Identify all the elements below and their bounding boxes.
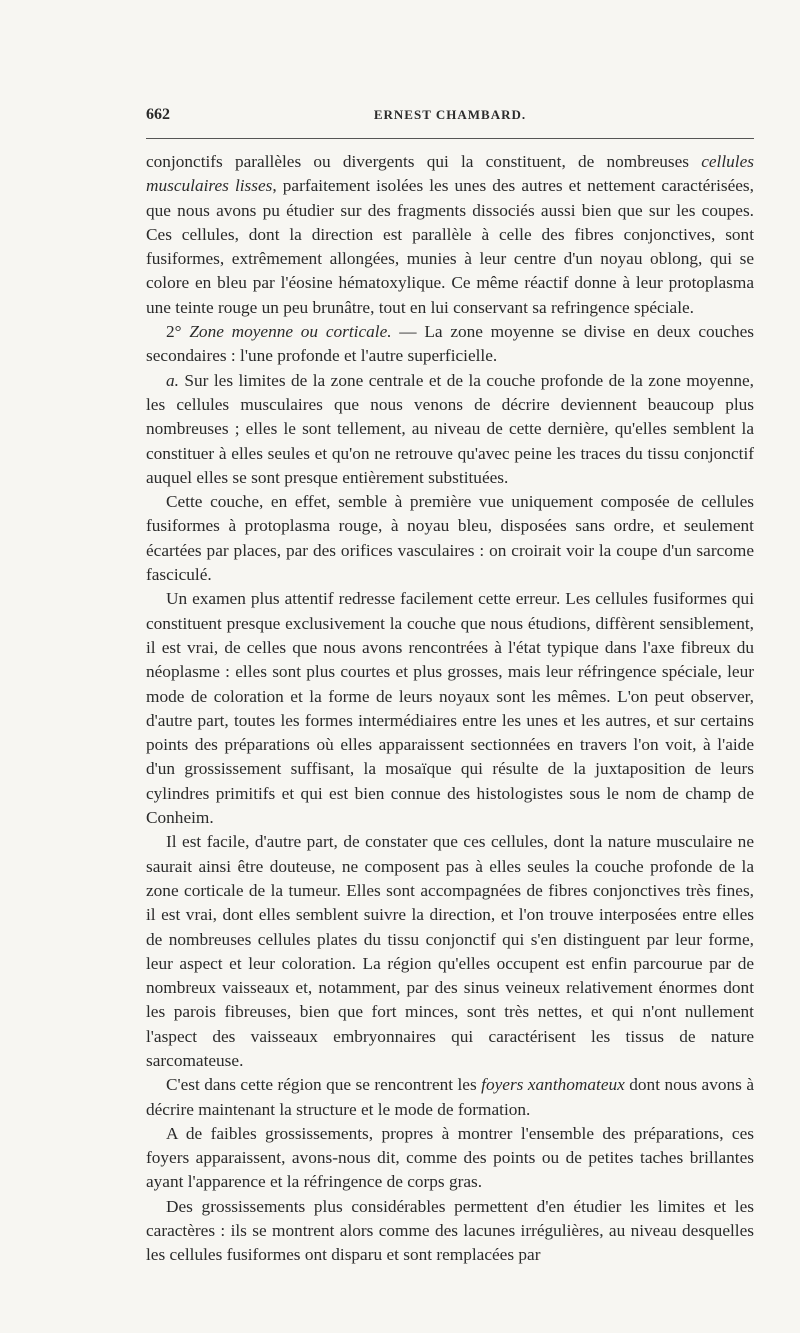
page-number: 662	[146, 106, 170, 123]
body-text	[146, 150, 754, 1268]
running-head: ERNEST CHAMBARD.	[373, 107, 527, 122]
page-header	[146, 102, 754, 128]
paragraph: 2° Zone moyenne ou corticale. — La zone moyenne se divise en deux couches secondaires : l'une profonde et l'autre superficielle.	[146, 322, 755, 366]
paragraph: Il est facile, d'autre part, de constater que ces cellules, dont la nature musculaire ne saurait ainsi être douteuse, ne composent pas à elles seules la couche profonde de la zone corticale de la tumeur. Elles sont accompagnées de fibres conjonctives très fines, il est vrai, dont elles semblent suivre la direction, et l'on trouve interposées entre elles de nombreuses cellules plates du tissu conjonctif qui s'en distinguent par leur forme, leur aspect et leur coloration. La région qu'elles occupent est enfin parcourue par de nombreux vaisseaux et, notamment, par des sinus veineux relativement énormes dont les parois fibreuses, bien que fort minces, sont très nettes, et qui n'ont nullement l'aspect des vaisseaux embryonnaires qui caractérisent les tissus de nature sarcomateuse.	[146, 832, 754, 1070]
paragraph: Des grossissements plus considérables permettent d'en étudier les limites et les caractères : ils se montrent alors comme des lacunes irrégulières, au niveau desquelles les cellules fusiformes ont disparu et sont remplacées par	[146, 1196, 754, 1265]
header-rule	[146, 138, 754, 139]
paragraph: conjonctifs parallèles ou divergents qui la constituent, de nombreuses cellules musculaires lisses, parfaitement isolées les unes des autres et nettement caractérisées, que nous avons pu étudier sur des fragments dissociés aussi bien que sur les coupes. Ces cellules, dont la direction est parallèle à celle des fibres conjonctives, sont fusiformes, extrêmement allongées, munies à leur centre d'un noyau oblong, qui se colore en bleu par l'éosine hématoxylique. Ce même réactif donne à leur protoplasma une teinte rouge un peu brunâtre, tout en lui conservant sa refringence spéciale.	[146, 152, 754, 317]
paragraph: C'est dans cette région que se rencontrent les foyers xanthomateux dont nous avons à décrire maintenant la structure et le mode de formation.	[146, 1075, 754, 1119]
paragraph: A de faibles grossissements, propres à montrer l'ensemble des préparations, ces foyers apparaissent, avons-nous dit, comme des points ou de petites taches brillantes ayant l'apparence et la réfringence de corps gras.	[146, 1123, 754, 1192]
paragraph: Un examen plus attentif redresse facilement cette erreur. Les cellules fusiformes qui constituent presque exclusivement la couche que nous étudions, diffèrent sensiblement, il est vrai, de celles que nous avons rencontrées à l'état typique dans l'axe fibreux du néoplasme : elles sont plus courtes et plus grosses, mais leur réfringence spéciale, leur mode de coloration et la forme de leurs noyaux sont les mêmes. L'on peut observer, d'autre part, toutes les formes intermédiaires entre les unes et les autres, et sur certains points des préparations où elles apparaissent sectionnées en travers l'on voit, à l'aide d'un grossissement suffisant, la mosaïque qui résulte de la juxtaposition de leurs cylindres primitifs et qui est bien connue des histologistes sous le nom de champ de Conheim.	[146, 589, 754, 828]
paragraph: Cette couche, en effet, semble à première vue uniquement composée de cellules fusiformes à protoplasma rouge, à noyau bleu, disposées sans ordre, et seulement écartées par places, par des orifices vasculaires : on croirait voir la coupe d'un sarcome fasciculé.	[146, 492, 754, 585]
paragraph: a. Sur les limites de la zone centrale et de la couche profonde de la zone moyenne, les cellules musculaires que nous venons de décrire deviennent beaucoup plus nombreuses ; elles le sont tellement, au niveau de cette dernière, qu'elles semblent la constituer à elles seules et qu'on ne retrouve qu'avec peine les traces du tissu conjonctif auquel elles se sont presque entièrement substituées.	[146, 370, 754, 487]
